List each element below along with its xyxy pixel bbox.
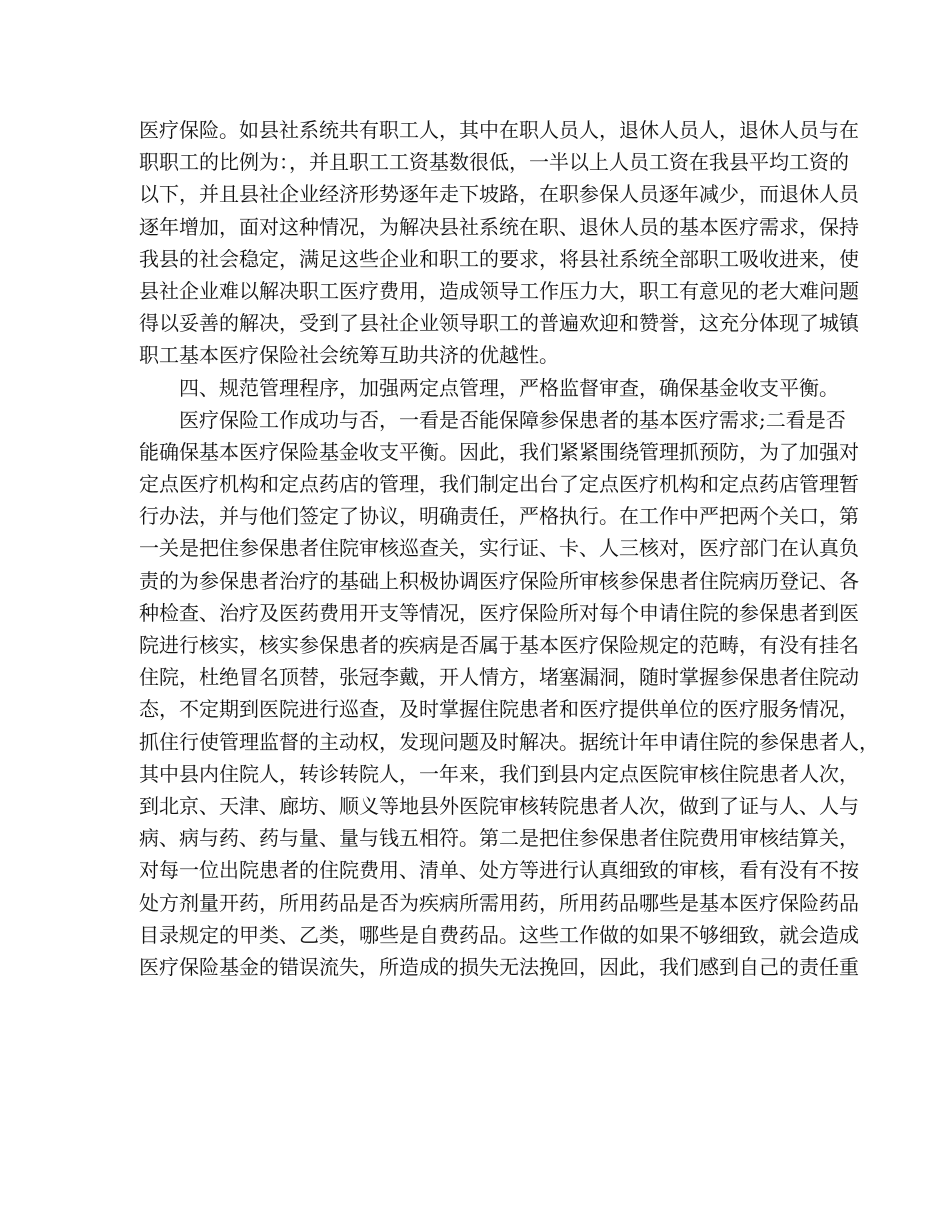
text-line: 住院，杜绝冒名顶替，张冠李戴，开人情方，堵塞漏洞，随时掌握参保患者住院动 — [139, 665, 859, 690]
text-line: 态，不定期到医院进行巡查，及时掌握住院患者和医疗提供单位的医疗服务情况， — [139, 697, 859, 722]
text-line: 我县的社会稳定，满足这些企业和职工的要求，将县社系统全部职工吸收进来，使 — [139, 246, 859, 271]
text-line: 医疗保险基金的错误流失，所造成的损失无法挽回，因此，我们感到自己的责任重 — [139, 954, 859, 979]
text-line: 四、规范管理程序，加强两定点管理，严格监督审查，确保基金收支平衡。 — [179, 375, 839, 400]
text-line: 医疗保险。如县社系统共有职工人，其中在职人员人，退休人员人，退休人员与在 — [139, 118, 859, 142]
text-line: 院进行核实，核实参保患者的疾病是否属于基本医疗保险规定的范畴，有没有挂名 — [139, 633, 859, 657]
text-line: 定点医疗机构和定点药店的管理，我们制定出台了定点医疗机构和定点药店管理暂 — [139, 472, 859, 497]
text-line: 目录规定的甲类、乙类，哪些是自费药品。这些工作做的如果不够细致，就会造成 — [139, 922, 859, 947]
text-line: 其中县内住院人，转诊转院人，一年来，我们到县内定点医院审核住院患者人次， — [139, 761, 859, 786]
text-line: 职职工的比例为：，并且职工工资基数很低，一半以上人员工资在我县平均工资的 — [139, 150, 849, 175]
text-line: 到北京、天津、廊坊、顺义等地县外医院审核转院患者人次，做到了证与人、人与 — [139, 793, 859, 818]
text-line: 一关是把住参保患者住院审核巡查关，实行证、卡、人三核对，医疗部门在认真负 — [139, 536, 859, 561]
text-line: 逐年增加，面对这种情况，为解决县社系统在职、退休人员的基本医疗需求，保持 — [139, 214, 859, 239]
text-line: 行办法，并与他们签定了协议，明确责任，严格执行。在工作中严把两个关口，第 — [139, 504, 859, 529]
text-line: 医疗保险工作成功与否，一看是否能保障参保患者的基本医疗需求;二看是否 — [179, 407, 846, 432]
text-line: 县社企业难以解决职工医疗费用，造成领导工作压力大，职工有意见的老大难问题 — [139, 278, 859, 303]
text-line: 能确保基本医疗保险基金收支平衡。因此，我们紧紧围绕管理抓预防，为了加强对 — [139, 439, 859, 464]
document-body — [139, 114, 879, 983]
text-line: 责的为参保患者治疗的基础上积极协调医疗保险所审核参保患者住院病历登记、各 — [139, 568, 859, 593]
text-line: 病、病与药、药与量、量与钱五相符。第二是把住参保患者住院费用审核结算关， — [139, 826, 859, 851]
text-line: 对每一位出院患者的住院费用、清单、处方等进行认真细致的审核，看有没有不按 — [139, 858, 859, 883]
text-line: 抓住行使管理监督的主动权，发现问题及时解决。据统计年申请住院的参保患者人， — [139, 729, 879, 754]
text-line: 以下，并且县社企业经济形势逐年走下坡路，在职参保人员逐年减少，而退休人员 — [139, 182, 859, 207]
text-line: 得以妥善的解决，受到了县社企业领导职工的普遍欢迎和赞誉，这充分体现了城镇 — [139, 311, 859, 336]
text-line: 处方剂量开药，所用药品是否为疾病所需用药，所用药品哪些是基本医疗保险药品 — [139, 890, 859, 915]
text-line: 种检查、治疗及医药费用开支等情况，医疗保险所对每个申请住院的参保患者到医 — [139, 600, 859, 625]
text-line: 职工基本医疗保险社会统筹互助共济的优越性。 — [139, 343, 559, 368]
